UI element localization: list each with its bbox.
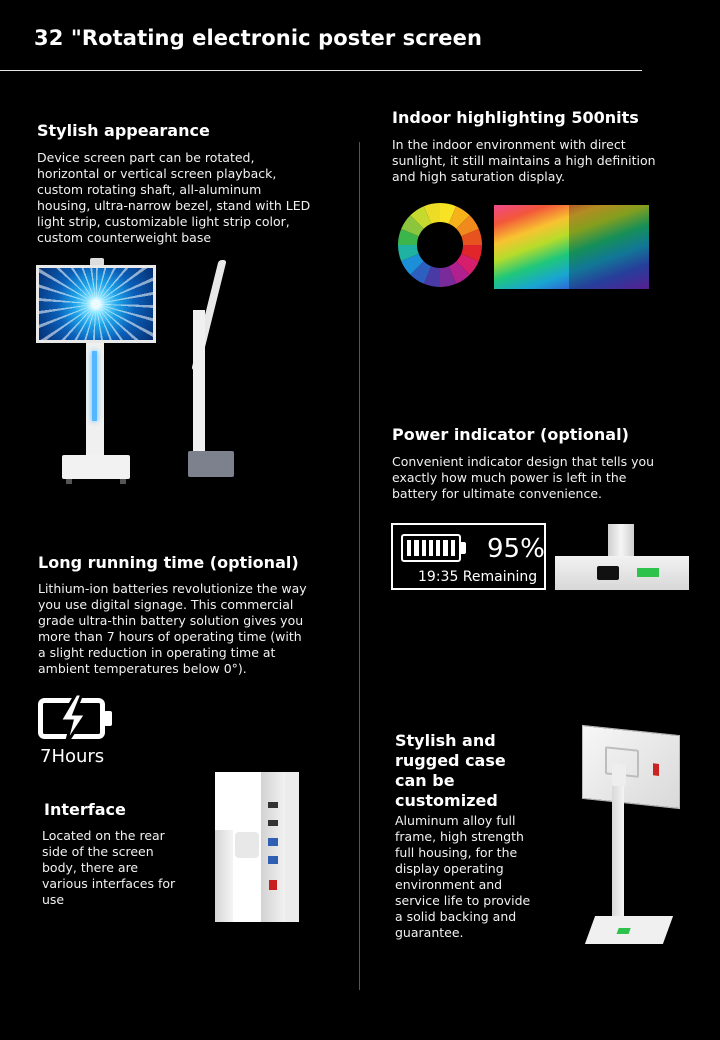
power-line: Convenient indicator design that tells you [392,454,655,469]
rear-stand-image [578,726,686,946]
rugged-section [395,731,545,811]
rugged-line: full housing, for the [395,845,518,860]
stand-front-image [36,258,168,486]
battery-indicator [391,523,546,590]
interface-line: use [42,892,65,907]
rugged-heading-line: customized [395,791,498,810]
rugged-line: a solid backing and [395,909,517,924]
interface-line: side of the screen [42,844,154,859]
stylish-line: custom rotating shaft, all-aluminum [37,182,262,197]
power-section [392,425,712,502]
indoor-line: In the indoor environment with direct [392,137,626,152]
indoor-section [392,108,712,185]
running-heading: Long running time (optional) [38,553,299,572]
battery-outline-icon [401,534,461,562]
rear-pole [612,786,624,924]
pole [86,343,104,455]
interface-line: various interfaces for [42,876,176,891]
running-line: Lithium-ion batteries revolutionize the way [38,581,307,596]
hours-label: 7Hours [40,746,105,767]
power-port-icon [597,566,619,580]
interface-image [215,772,299,922]
running-section [38,553,338,677]
rugged-heading-line: Stylish and [395,731,496,750]
running-line: more than 7 hours of operating time (with [38,629,302,644]
battery-tip [461,542,466,554]
battery-bar [407,540,411,556]
rugged-heading-line: rugged case [395,751,506,770]
title-divider [0,70,642,71]
port-pole [608,524,634,556]
hinge [235,832,259,858]
battery-percent: 95% [487,534,545,564]
interface-heading: Interface [44,800,126,819]
rugged-line: display operating [395,861,504,876]
interface-pole [215,830,233,922]
interface-body [42,828,202,908]
rugged-line: service life to provide [395,893,531,908]
device-port-image [555,524,689,590]
screen [36,265,156,343]
indoor-heading: Indoor highlighting 500nits [392,108,639,127]
indoor-line: sunlight, it still maintains a high definition [392,153,656,168]
power-line: battery for ultimate convenience. [392,486,603,501]
battery-bar [429,540,433,556]
battery-bar [422,540,426,556]
battery-bar [436,540,440,556]
side-pole [193,310,205,452]
battery-bar [451,540,455,556]
stylish-line: horizontal or vertical screen playback, [37,166,277,181]
port-base [555,556,689,590]
stand-side-image [188,258,238,486]
power-heading: Power indicator (optional) [392,425,629,444]
column-divider [359,142,360,990]
rugged-line: frame, high strength [395,829,524,844]
running-line: a slight reduction in operating time at [38,645,276,660]
power-line: exactly how much power is left in the [392,470,627,485]
dim-half [569,205,649,289]
side-base [188,451,234,477]
running-line: ambient temperatures below 0°). [38,661,247,676]
battery-bar [414,540,418,556]
interface-line: body, there are [42,860,139,875]
panel-edge [261,772,285,922]
rear-base [585,916,673,944]
rear-panel [582,725,680,809]
stylish-line: light strip, customizable light strip color, [37,214,290,229]
battery-bolt-icon [38,694,116,744]
led-strip [92,351,97,421]
rugged-line: guarantee. [395,925,464,940]
page-title: 32 "Rotating electronic poster screen [34,26,483,50]
rugged-line: environment and [395,877,503,892]
interface-line: Located on the rear [42,828,165,843]
rugged-line: Aluminum alloy full [395,813,516,828]
battery-bar [443,540,447,556]
stylish-line: Device screen part can be rotated, [37,150,255,165]
stylish-line: custom counterweight base [37,230,212,245]
rugged-body [395,813,555,941]
color-wheel-icon [397,202,483,288]
stylish-section [37,121,337,246]
spectrum-image [494,205,649,289]
interface-section [44,800,194,820]
stylish-heading: Stylish appearance [37,121,210,140]
indoor-line: and high saturation display. [392,169,566,184]
battery-display-icon [637,568,659,577]
base [62,455,130,479]
battery-remaining: 19:35 Remaining [418,569,538,585]
running-line: grade ultra-thin battery solution gives you [38,613,304,628]
rugged-heading-line: can be [395,771,455,790]
running-line: you use digital signage. This commercial [38,597,294,612]
stylish-line: housing, ultra-narrow bezel, stand with LED [37,198,311,213]
power-switch-icon [269,880,277,890]
